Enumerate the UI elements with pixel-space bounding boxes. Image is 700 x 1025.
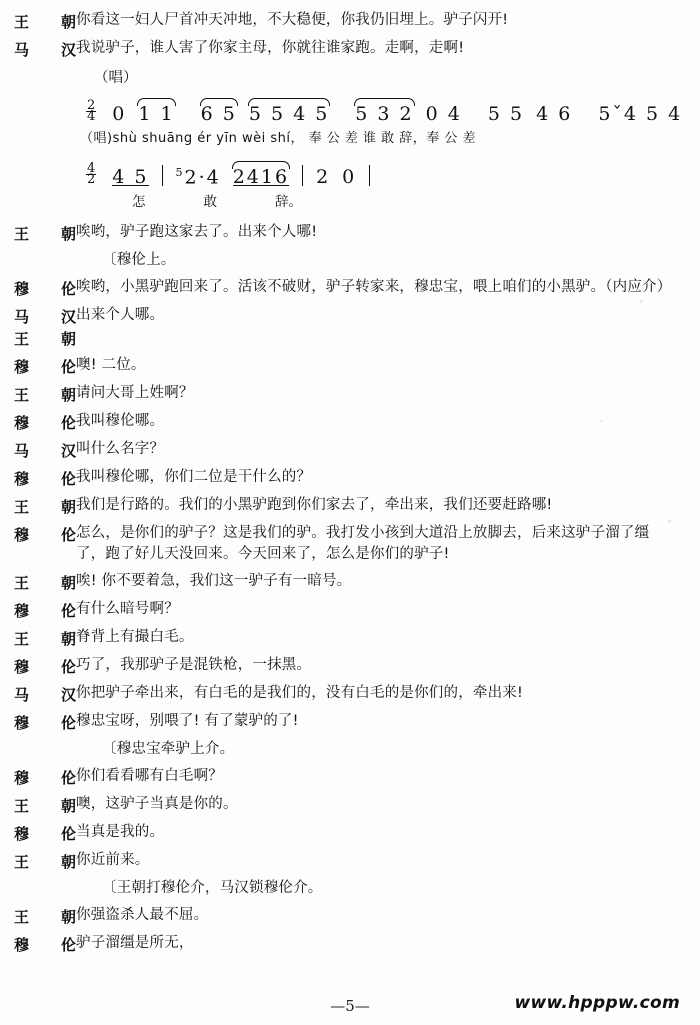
dialogue-text: 驴子溜缰是所无，: [76, 935, 194, 952]
dialogue-text: 唉哟，小黑驴跑回来了。活该不破财，驴子转家来，穆忠宝，喂上咱们的小黑驴。（内应介）: [76, 279, 672, 296]
notation-row-1: [46, 91, 683, 125]
note-cell: 2416: [227, 166, 295, 188]
note-cell: 5ˇ4 5 4: [598, 103, 683, 125]
speaker-char: 汉: [60, 686, 76, 705]
speaker-name: [14, 305, 76, 327]
speaker-char: 王: [14, 797, 30, 816]
speaker-char: 汉: [60, 41, 76, 59]
speaker-char: 马: [14, 308, 30, 327]
speaker-char: 朝: [60, 225, 76, 243]
speaker-char: 朝: [60, 853, 76, 872]
speaker-name: [14, 327, 76, 349]
speaker-char: 伦: [60, 769, 76, 788]
speaker-char: 王: [14, 225, 30, 243]
speaker-name: [14, 10, 76, 32]
dialogue-text: 唉哟，驴子跑这家去了。出来个人哪!: [76, 224, 318, 240]
time-signature: [86, 97, 96, 125]
dialogue-line: [0, 355, 700, 377]
speaker-char: 伦: [60, 602, 76, 621]
dialogue-text: 你近前来。: [76, 852, 150, 869]
speaker-char: 马: [14, 442, 30, 461]
note-cell: 5 5 4 5: [243, 103, 335, 125]
dialogue-line: [0, 850, 700, 872]
watermark-url: www.hpppw.com: [514, 993, 680, 1013]
dialogue-line-secondary-speaker: [0, 327, 700, 349]
dialogue-line: [0, 794, 700, 816]
speaker-name: [14, 850, 76, 872]
dialogue-line: [0, 655, 700, 677]
speaker-name: [14, 495, 76, 517]
stage-direction-line: [0, 250, 700, 271]
time-signature-2: [86, 160, 96, 188]
note-cell: 0: [342, 166, 357, 188]
speaker-name: [14, 523, 76, 545]
dialogue-line: [0, 627, 700, 649]
dialogue-line: [0, 905, 700, 927]
dialogue-text: 当真是我的。: [76, 824, 165, 841]
note-cell: 4 5: [106, 166, 154, 188]
speaker-char: 王: [14, 498, 30, 517]
speaker-char: 汉: [60, 308, 76, 327]
speaker-char: 伦: [60, 470, 76, 489]
speaker-char: 汉: [60, 442, 76, 461]
speaker-char: 王: [14, 386, 30, 405]
dialogue-text: 你强盗杀人最不屈。: [76, 907, 209, 924]
speaker-char: 穆: [14, 280, 30, 299]
note-cell: 2: [316, 166, 331, 188]
dialogue-line: [0, 222, 700, 244]
dialogue-line: [0, 277, 700, 299]
dialogue-text: 你把驴子牵出来，有白毛的是我们的，没有白毛的是你们的，牵出来!: [76, 685, 524, 702]
speaker-char: 王: [14, 574, 30, 593]
lyric-text: 辞。: [275, 194, 302, 210]
speaker-name: [14, 933, 76, 955]
speaker-name: [14, 439, 76, 461]
speaker-char: 穆: [14, 602, 30, 621]
notation-row-2: [46, 154, 680, 188]
speaker-char: 伦: [60, 825, 76, 844]
speaker-char: 穆: [14, 825, 30, 844]
note-cell: 4 6: [536, 103, 573, 125]
speaker-name: [14, 905, 76, 927]
speaker-name: [14, 250, 76, 251]
note-cell: 0: [112, 103, 127, 125]
speaker-name: [14, 599, 76, 621]
speaker-name: [14, 822, 76, 844]
lyric-row-1: [46, 127, 680, 146]
dialogue-line: [0, 495, 700, 517]
dialogue-line: [0, 933, 700, 955]
speaker-char: 朝: [60, 330, 76, 349]
note-cell: 0 4: [425, 103, 462, 125]
speaker-char: 王: [14, 13, 30, 31]
speaker-char: 王: [14, 908, 30, 927]
dialogue-line: [0, 822, 700, 844]
speaker-char: 伦: [60, 936, 76, 955]
dialogue-text: 请问大哥上姓啊？: [76, 385, 194, 402]
speaker-char: 伦: [60, 414, 76, 433]
speaker-char: 朝: [60, 386, 76, 405]
note-cell: 5 5: [487, 103, 525, 125]
lyric-text: （唱)shù shuāng ér yīn wèi shí， 奉 公 差 谁 敢 辞，奉 公 差: [80, 131, 477, 146]
speaker-char: 穆: [14, 414, 30, 433]
speaker-char: 伦: [60, 526, 76, 545]
speaker-char: 穆: [14, 358, 30, 377]
dialogue-line: [0, 523, 700, 565]
stage-direction-line: [0, 739, 700, 760]
dialogue-line: [0, 683, 700, 705]
speaker-char: 朝: [60, 498, 76, 517]
lyric-text: 敢: [203, 194, 217, 210]
time-sig-bottom: 4: [87, 109, 96, 125]
dialogue-text: 出来个人哪。: [76, 307, 165, 324]
speaker-name: [14, 794, 76, 816]
speaker-name: [14, 411, 76, 433]
dialogue-text: 脊背上有撮白毛。: [76, 629, 194, 646]
speaker-char: 穆: [14, 769, 30, 788]
speaker-name: [14, 739, 76, 740]
dialogue-text: 我叫穆伦哪，你们二位是干什么的？: [76, 469, 312, 486]
dialogue-line: [0, 766, 700, 788]
speaker-char: 伦: [60, 658, 76, 677]
speaker-char: 马: [14, 41, 30, 59]
speaker-name: [14, 655, 76, 677]
speaker-char: 王: [14, 853, 30, 872]
time-sig-bottom: 2: [87, 172, 96, 188]
speaker-name: [14, 878, 76, 879]
speaker-char: 穆: [14, 936, 30, 955]
dialogue-line: [0, 10, 700, 32]
speaker-char: 朝: [60, 13, 76, 31]
speaker-name: [14, 766, 76, 788]
barline: [302, 165, 303, 186]
speaker-name: [14, 571, 76, 593]
dialogue-text: 噢! 二位。: [76, 357, 146, 374]
dialogue-line: [0, 305, 700, 327]
dialogue-line: [0, 38, 700, 60]
dialogue-line: [0, 599, 700, 621]
speaker-name: [14, 467, 76, 489]
note-cell: $^5$2·4: [175, 165, 221, 188]
speaker-char: 伦: [60, 714, 76, 733]
lyric-row-2: [46, 190, 680, 210]
speaker-char: 穆: [14, 470, 30, 489]
speaker-char: 伦: [60, 358, 76, 377]
barline: [369, 165, 370, 186]
dialogue-text: 我叫穆伦哪。: [76, 413, 165, 430]
dialogue-line: [0, 711, 700, 733]
speaker-char: 王: [14, 630, 30, 649]
dialogue-text: 你看这一妇人尸首冲天冲地，不大稳便，你我仍旧埋上。驴子闪开!: [76, 12, 509, 28]
dialogue-line: [0, 439, 700, 461]
dialogue-text: 怎么，是你们的驴子？这是我们的驴。我打发小孩到大道沿上放脚去，后来这驴子溜了缰了，跑了好儿天没回来。今天回来了，怎么是你们的驴子!: [76, 525, 650, 563]
dialogue-text: 我说驴子，谁人害了你家主母，你就往谁家跑。走啊，走啊!: [76, 40, 465, 56]
dialogue-text: 有什么暗号啊？: [76, 601, 179, 618]
speaker-name: [14, 627, 76, 649]
speaker-char: 朝: [60, 574, 76, 593]
speaker-char: 伦: [60, 280, 76, 299]
dialogue-line: [0, 571, 700, 593]
lyric-text: 怎: [132, 194, 146, 210]
speaker-name: [14, 355, 76, 377]
dialogue-text: 我们是行路的。我们的小黑驴跑到你们家去了，牵出来，我们还要赶路哪!: [76, 497, 553, 514]
dialogue-text: 噢，这驴子当真是你的。: [76, 796, 238, 813]
speaker-char: 穆: [14, 526, 30, 545]
note-cell: 5 3 2: [349, 103, 419, 125]
speaker-char: 王: [14, 330, 30, 349]
dialogue-text: 穆忠宝呀，别喂了! 有了蒙驴的了!: [76, 713, 299, 730]
time-sig-top: 2: [87, 97, 96, 113]
speaker-name: [14, 222, 76, 244]
speaker-name: [14, 383, 76, 405]
dialogue-text: 巧了，我那驴子是混铁枪，一抹黑。: [76, 657, 312, 674]
stage-direction: 〔穆伦上。: [102, 252, 176, 268]
speaker-char: 朝: [60, 908, 76, 927]
note-cell: 6 5: [195, 103, 243, 125]
dialogue-line: [0, 383, 700, 405]
page-footer: [0, 993, 700, 1019]
time-sig-top: 4: [87, 160, 96, 176]
barline: [162, 165, 163, 186]
speaker-name: [14, 711, 76, 733]
speaker-char: 朝: [60, 630, 76, 649]
stage-direction: 〔王朝打穆伦介，马汉锁穆伦介。: [102, 880, 323, 897]
dialogue-text: 叫什么名字？: [76, 441, 165, 458]
music-notation: [0, 66, 700, 210]
dialogue-text: 你们看看哪有白毛啊？: [76, 768, 223, 785]
dialogue-line: [0, 467, 700, 489]
dialogue-line: [0, 411, 700, 433]
speaker-name: [14, 277, 76, 299]
page-number: —5—: [330, 997, 370, 1015]
speaker-name: [14, 38, 76, 60]
speaker-char: 马: [14, 686, 30, 705]
speaker-char: 穆: [14, 658, 30, 677]
note-cell: 1 1: [132, 103, 180, 125]
stage-direction-line: [0, 878, 700, 899]
speaker-char: 穆: [14, 714, 30, 733]
dialogue-text: 唉! 你不要着急，我们这一驴子有一暗号。: [76, 573, 352, 590]
speaker-char: 朝: [60, 797, 76, 816]
stage-direction: 〔穆忠宝牵驴上介。: [102, 741, 235, 758]
sing-marker: （唱）: [94, 70, 138, 86]
speaker-name: [14, 683, 76, 705]
